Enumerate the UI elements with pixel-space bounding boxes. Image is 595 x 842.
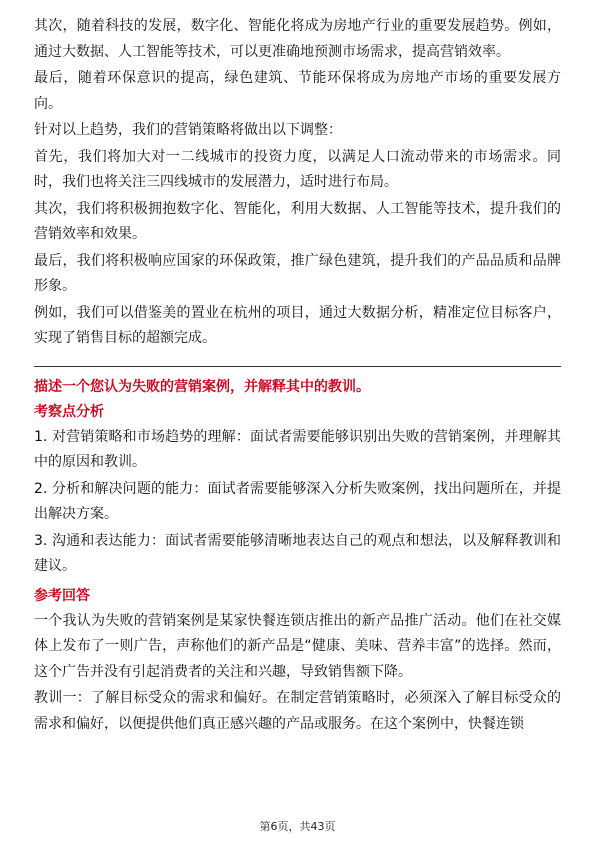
- analysis-list: [34, 425, 561, 580]
- analysis-item: 1. 对营销策略和市场趋势的理解：面试者需要能够识别出失败的营销案例，并理解其中的原因和教训。: [34, 428, 561, 470]
- paragraph: 其次，我们将积极拥抱数字化、智能化，利用大数据、人工智能等技术，提升我们的营销效率和效果。: [34, 200, 561, 242]
- top-section: [34, 14, 561, 352]
- paragraph: 最后，我们将积极响应国家的环保政策，推广绿色建筑，提升我们的产品品质和品牌形象。: [34, 252, 561, 294]
- page-footer: 第6页，共43页: [259, 820, 336, 833]
- analysis-item: 3. 沟通和表达能力：面试者需要能够清晰地表达自己的观点和想法，以及解释教训和建议。: [34, 532, 561, 574]
- paragraph: 最后，随着环保意识的提高，绿色建筑、节能环保将成为房地产市场的重要发展方向。: [34, 70, 561, 112]
- analysis-item: 2. 分析和解决问题的能力：面试者需要能够深入分析失败案例，找出问题所在，并提出解决方案。: [34, 480, 561, 522]
- answer-heading: 参考回答: [34, 587, 90, 604]
- paragraph: 首先，我们将加大对一二线城市的投资力度，以满足人口流动带来的市场需求。同时，我们也将关注三四线城市的发展潜力，适时进行布局。: [34, 148, 561, 190]
- answer-paragraph: 一个我认为失败的营销案例是某家快餐连锁店推出的新产品推广活动。他们在社交媒体上发布了一则广告，声称他们的新产品是“健康、美味、营养丰富”的选择。然而，这个广告并没有引起消费者的关注和兴趣，导致销售额下降。: [34, 612, 561, 680]
- paragraph: 针对以上趋势，我们的营销策略将做出以下调整：: [34, 122, 342, 138]
- paragraph: 例如，我们可以借鉴美的置业在杭州的项目，通过大数据分析，精准定位目标客户，实现了销售目标的超额完成。: [34, 304, 561, 346]
- paragraph: 其次，随着科技的发展，数字化、智能化将成为房地产行业的重要发展趋势。例如，通过大数据、人工智能等技术，可以更准确地预测市场需求，提高营销效率。: [34, 18, 561, 60]
- answer-paragraph: 教训一：了解目标受众的需求和偏好。在制定营销策略时，必须深入了解目标受众的需求和偏好，以便提供他们真正感兴趣的产品或服务。在这个案例中，快餐连锁: [34, 690, 561, 732]
- analysis-heading: 考察点分析: [34, 403, 104, 420]
- document-page: [34, 14, 561, 737]
- question-title: 描述一个您认为失败的营销案例，并解释其中的教训。: [34, 378, 370, 395]
- section-divider: [34, 366, 561, 367]
- answer-body: [34, 609, 561, 738]
